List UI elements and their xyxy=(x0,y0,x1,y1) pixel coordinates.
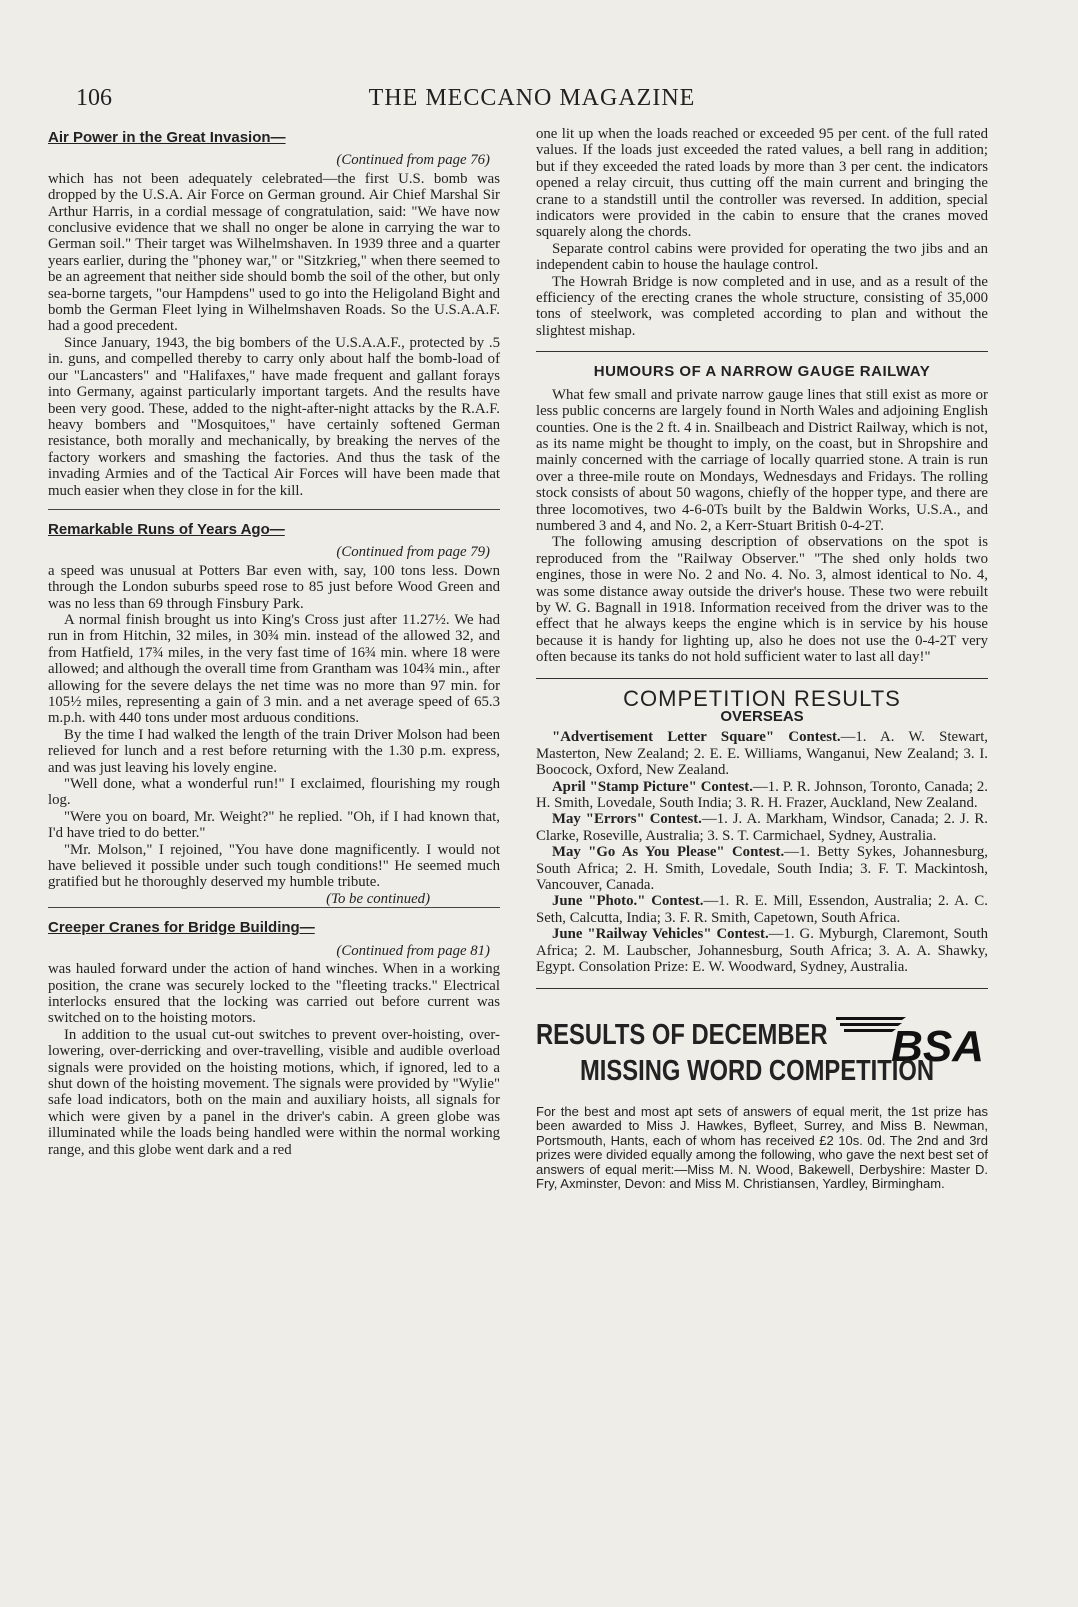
remarkable-runs-heading: Remarkable Runs of Years Ago— xyxy=(48,520,285,538)
competition-entry xyxy=(536,844,988,893)
competition-entry-label: April "Stamp Picture" Contest. xyxy=(552,778,753,795)
humours-paragraph: What few small and private narrow gauge lines that still exist as more or less public concerns are largely found in North Wales and adjoining English counties. One is the 2 ft. 4 in. Snailbeach and District Railway, which is not, as its name might be thought to imply, on the coast, but in Shropshire and mainly concerned with the carriage of locally quarried stone. A train is run over a three-mile route on Mondays, Wednesdays and Fridays. The rolling stock consists of about 50 wagons, chiefly of the hopper type, and there are three locomotives, two 4-6-0Ts built by the Baldwin Works, U.S.A., and numbered 3 and 4, and No. 2, a Kerr-Stuart British 0-4-2T. xyxy=(536,386,988,534)
competition-entry xyxy=(536,893,988,926)
creeper-cranes-heading: Creeper Cranes for Bridge Building— xyxy=(48,919,315,937)
competition-entry-label: June "Photo." Contest. xyxy=(552,893,704,910)
bsa-heading-line2: MISSING WORD COMPETITION xyxy=(580,1054,935,1087)
to-be-continued: (To be continued) xyxy=(326,890,430,907)
competition-entry-label: May "Go As You Please" Contest. xyxy=(552,844,785,861)
competition-entry-text: —1. A. W. Stewart, Masterton, New Zealand; 2. E. E. Williams, Wanganui, New Zealand; 3. I. Boocock, Oxford, New Zealand. xyxy=(536,729,989,779)
section-divider xyxy=(536,678,988,679)
competition-entry-text: —1. G. Myburgh, Claremont, South Africa; 2. M. Laubscher, Johannesburg, South Africa; 3. A. A. Shawky, Egypt. Consolation Prize: E. W. Woodward, Sydney, Australia. xyxy=(536,926,988,976)
humours-heading: HUMOURS OF A NARROW GAUGE RAILWAY xyxy=(593,363,931,381)
bsa-results-text: For the best and most apt sets of answers of equal merit, the 1st prize has been awarded to Miss J. Hawkes, Byfleet, Surrey, and Miss B. Newman, Portsmouth, Hants, each of whom has received £2 10s. 0d. The 2nd and 3rd prizes were divided equally among the following, who gave the next best set of answers of equal merit:—Miss M. N. Wood, Bakewell, Derbyshire: Master D. Fry, Axminster, Devon: and Miss M. Christiansen, Yardley, Birmingham. xyxy=(536,1103,988,1192)
air-power-continued: (Continued from page 76) xyxy=(336,152,490,169)
humours-paragraph: The following amusing description of observations on the spot is reproduced from the "Railway Observer." "The shed only holds two engines, those in were No. 2 and No. 4. No. 3, almost identical to No. 4, was some distance away outside the driver's house. These two were rebuilt by W. G. Bagnall in 1918. Information received from the driver was to the effect that he always keeps the engine which is in service by his house because it is handy for lighting up, also he does not use the 0-4-2T very often because its tanks do not hold sufficient water to last all day!" xyxy=(536,534,988,666)
air-power-heading: Air Power in the Great Invasion— xyxy=(48,129,286,146)
competition-entry-text: —1. P. R. Johnson, Toronto, Canada; 2. H. Smith, Lovedale, South India; 3. R. H. Frazer, Auckland, New Zealand. xyxy=(536,778,988,812)
runs-paragraph xyxy=(48,841,500,907)
runs-paragraph: "Were you on board, Mr. Weight?" he replied. "Oh, if I had known that, I'd have tried to do better." xyxy=(48,808,500,842)
competition-entry-label: May "Errors" Contest. xyxy=(552,811,702,828)
right-column xyxy=(536,126,988,1192)
cranes-paragraph: was hauled forward under the action of hand winches. When in a working position, the crane was securely locked to the "fleeting tracks." Electrical interlocks ensured that the locking was carried out before current was switched on to the hoisting motors. xyxy=(48,961,500,1027)
bsa-heading-line1: RESULTS OF DECEMBER xyxy=(536,1018,828,1051)
cranes-continued-paragraph: one lit up when the loads reached or exceeded 95 per cent. of the full rated values. If the loads just exceeded the rated values, a bell rang in addition; but if they exceeded the rated loads by more than 3 per cent. the indicators opened a relay circuit, thus cutting off the main current and bringing the crane to a standstill until the controller was reversed. In addition, special indicators were provided in the cabin to ensure that the cranes moved squarely along the chords. xyxy=(536,126,988,241)
air-power-paragraph: which has not been adequately celebrated—the first U.S. bomb was dropped by the U.S.A. Air Force on German ground. Air Chief Marshal Sir Arthur Harris, in a cordial message of congratulation, said: "We have now conclusive evidence that we shall no onger be alone in carrying the war to German soil." Their target was Wilhelmshaven. In 1939 three and a quarter years earlier, during the "phoney war," or "Sitzkrieg," when there seemed to be an agreement that neither side should bomb the soil of the other, but only sea-borne targets, "our Hampdens" used to go into the Heligoland Bight and bomb the German Fleet lying in Wilhelmshaven Roads. So the U.S.A.A.F. had a good precedent. xyxy=(48,170,500,335)
bsa-logo-text: BSA xyxy=(891,1021,984,1067)
competition-entry xyxy=(536,811,988,844)
remarkable-runs-continued: (Continued from page 79) xyxy=(336,544,490,561)
competition-entry-label: "Advertisement Letter Square" Contest. xyxy=(552,729,841,746)
section-divider xyxy=(536,988,988,989)
cranes-continued-paragraph: The Howrah Bridge is now completed and in use, and as a result of the efficiency of the erecting cranes the whole structure, consisting of 35,000 tons of steelwork, was completed according to plan and without the slightest mishap. xyxy=(536,273,988,339)
cranes-paragraph: In addition to the usual cut-out switches to prevent over-hoisting, over-lowering, over-derricking and over-travelling, visible and audible overload signals were provided on the hoisting motions, which, if ignored, led to a shut down of the hoisting movement. The signals were provided by "Wylie" safe load indicators, both on the main and auxiliary hoists, all signals for which were given by a panel in the driver's cabin. A green globe was illuminated while the loads being handled were within the normal working range, and this globe went dark and a red xyxy=(48,1026,500,1158)
runs-paragraph: A normal finish brought us into King's Cross just after 11.27½. We had run in from Hitchin, 32 miles, in 30¾ min. instead of the allowed 32, and from Hatfield, 17¾ miles, in the very fast time of 16¾ min. where 18 were allowed; and although the overall time from Grantham was 104¾ min., after allowing for the severe delays the net time was no more than 97 min. for 105½ miles, representing a gain of 3 min. and a net average speed of 65.3 m.p.h. with 440 tons under most arduous conditions. xyxy=(48,611,500,727)
competition-entry-label: June "Railway Vehicles" Contest. xyxy=(552,926,769,943)
page-header xyxy=(76,85,988,119)
runs-paragraph: By the time I had walked the length of the train Driver Molson had been relieved for lunch and a rest before returning with the 1.30 p.m. express, and was just leaving his lovely engine. xyxy=(48,726,500,776)
left-column xyxy=(48,126,500,1158)
competition-subtitle: OVERSEAS xyxy=(720,708,804,725)
competition-entry-text: —1. Betty Sykes, Johannesburg, South Africa; 2. H. Smith, Lovedale, South India; 3. F. T. Mackintosh, Vancouver, Canada. xyxy=(536,844,989,894)
runs-paragraph: a speed was unusual at Potters Bar even with, say, 100 tons less. Down through the London suburbs speed rose to 85 just before Wood Green and was no less than 69 through Finsbury Park. xyxy=(48,562,500,612)
competition-title: COMPETITION RESULTS xyxy=(623,685,901,711)
competition-entry-text: —1. J. A. Markham, Windsor, Canada; 2. J. R. Clarke, Roseville, Australia; 3. S. T. Carmichael, Sydney, Australia. xyxy=(536,811,988,844)
section-divider xyxy=(536,351,988,352)
competition-list xyxy=(536,729,988,975)
magazine-title: THE MECCANO MAGAZINE xyxy=(368,85,696,111)
creeper-cranes-continued: (Continued from page 81) xyxy=(336,942,490,959)
section-divider xyxy=(48,509,500,510)
bsa-advert-heading xyxy=(536,1011,988,1097)
air-power-paragraph: Since January, 1943, the big bombers of the U.S.A.A.F., protected by .5 in. guns, and compelled thereby to carry only about half the bomb-load of our "Lancasters" and "Halifaxes," have made frequent and gallant forays into Germany, against particularly important targets. And the results have been very good. These, added to the night-after-night attacks by the R.A.F. heavy bombers and "Mosquitoes," have certainly softened German resistance, both morally and mechanically, by breaking the nerves of the factory workers and smashing the factories. And thus the task of the invading Armies and of the Tactical Air Forces will have been made that much easier when they close in for the kill. xyxy=(48,334,500,499)
competition-entry xyxy=(536,729,988,778)
cranes-continued-paragraph: Separate control cabins were provided for operating the two jibs and an independent cabin to house the haulage control. xyxy=(536,240,988,274)
runs-last-paragraph-text: "Mr. Molson," I rejoined, "You have done magnificently. I would not have believed it possible under such tough conditions!" He seemed much gratified but he thoroughly deserved my humble tribute. xyxy=(48,841,500,891)
section-divider xyxy=(48,907,500,908)
runs-paragraph: "Well done, what a wonderful run!" I exclaimed, flourishing my rough log. xyxy=(48,776,500,809)
competition-entry xyxy=(536,926,988,975)
competition-entry xyxy=(536,779,988,812)
page-number: 106 xyxy=(76,85,112,111)
competition-entry-text: —1. R. E. Mill, Essendon, Australia; 2. A. C. Seth, Calcutta, India; 3. F. R. Smith, Capetown, South Africa. xyxy=(536,893,989,926)
